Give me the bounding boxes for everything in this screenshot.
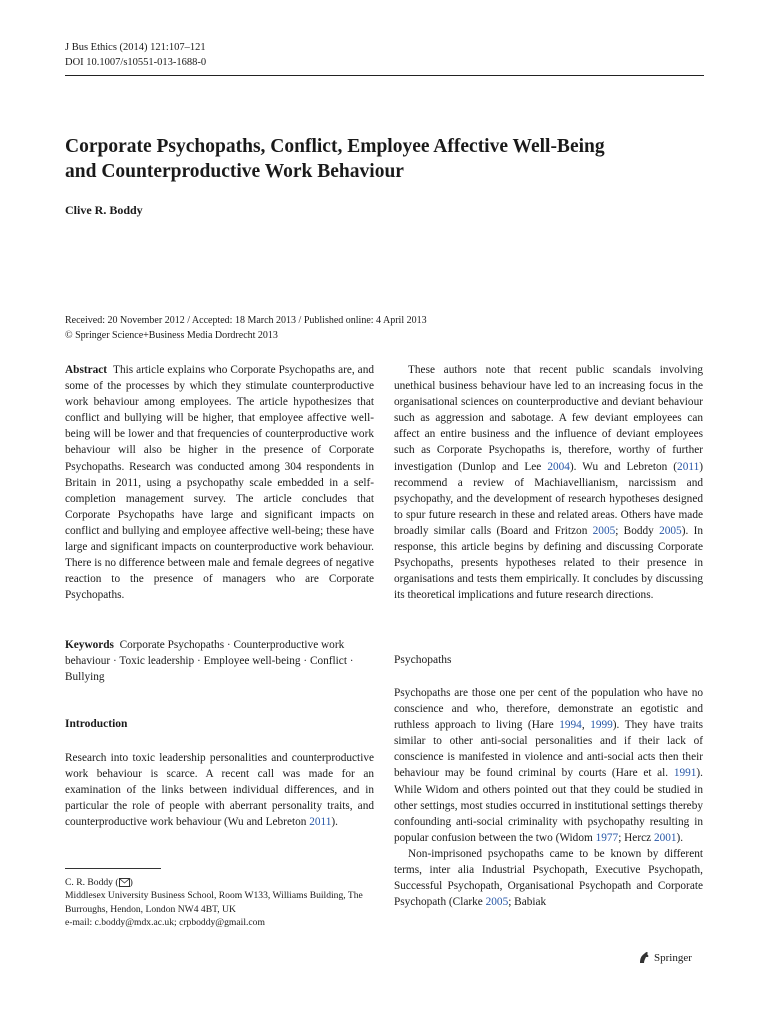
abstract [65, 362, 374, 603]
paper-title [65, 134, 725, 184]
publisher-name: Springer [654, 951, 692, 964]
citation-link[interactable]: 2005 [659, 524, 682, 537]
citation-link[interactable]: 2001 [653, 831, 677, 844]
affiliation: Middlesex University Business School, Room W133, Williams Building, The Burroughs, Hendon, London NW4 4BT, UK [65, 890, 363, 915]
header-rule [65, 75, 704, 76]
keywords-text: Corporate Psychopaths · Counterproductive work behaviour · Toxic leadership · Employee well-being · Conflict · Bullying [65, 639, 354, 684]
abstract-text: This article explains who Corporate Psychopaths are, and some of the processes by which they stimulate counterproductive work behaviour among employees. The article hypothesizes that conflict and bullying will be higher, that employee affective well-being will be lower and that frequencies of counterproductive work behaviour will also be higher in the presence of Corporate Psychopaths. Research was conducted among 304 respondents in Britain in 2011, using a psychopathy scale embedded in a self-completion management survey. The article concludes that Corporate Psychopaths have large and significant impacts on conflict and bullying and employee affective well-being; these have large and significant impacts on counterproductive work behaviour. There is no difference between male and female degrees of negative reaction to the presence of managers who are Corporate Psychopaths. [65, 364, 374, 602]
author-footnote: C. R. Boddy ( ) Middlesex University Business School, Room W133, Williams Building, The Burroughs, Hendon, London NW4 4BT, UK e-mail: c.boddy@mdx.ac.uk; crpboddy@gmail.com [65, 876, 375, 930]
intro-continuation: These authors note that recent public scandals involving unethical business behaviour have led to an increasing focus in the organisational sciences on counterproductive and deviant behaviour such as aggression and sabotage. A few deviant employees can affect an entire business and the influence of deviant employees such as Corporate Psychopaths is, therefore, worthy of further investigation (Dunlop and Lee 2004). Wu and Lebreton (2011) recommend a review of Machiavellianism, narcissism and psychopathy, and the development of research hypotheses designed to spur future research in these and related areas. Others have made broadly similar calls (Board and Fritzon 2005; Boddy 2005). In response, this article begins by defining and discussing Corporate Psychopaths, presents hypotheses related to their presence in organisations and tests them empirically. It concludes by discussing its theoretical implications and future research directions. [394, 364, 703, 602]
email: e-mail: c.boddy@mdx.ac.uk; crpboddy@gmail.com [65, 917, 265, 929]
keywords-label: Keywords [65, 639, 114, 651]
citation-link[interactable]: 2005 [485, 896, 509, 909]
title-line-2: and Counterproductive Work Behaviour [65, 161, 404, 182]
copyright: © Springer Science+Business Media Dordrecht 2013 [65, 330, 278, 341]
author-name: Clive R. Boddy [65, 203, 143, 217]
doi: DOI 10.1007/s10551-013-1688-0 [65, 57, 207, 68]
citation-link[interactable]: 2011 [309, 816, 332, 829]
citation-link[interactable]: 2011 [677, 460, 700, 473]
citation-link[interactable]: 1994 [559, 719, 582, 732]
springer-horse-icon [638, 951, 650, 964]
envelope-icon [119, 878, 130, 887]
publisher-logo [638, 951, 692, 964]
psychopaths-section: Psychopaths are those one per cent of the population who have no conscience and who, therefore, demonstrate an egotistic and ruthless approach to living (Hare 1994, 1999). They have traits similar to other anti-social personalities and if their lack of conscience is manifested in violence and anti-social acts then their behaviour may be found criminal by courts (Hare et al. 1991). While Widom and others pointed out that they could be studied in other settings, most studies occurred in institutional settings thereby confounding anti-social criminality with psychopathy resulting in popular confusion between the two (Widom 1977; Hercz 2001). Non-imprisoned psychopaths came to be known by different terms, inter alia Industrial Psychopath, Executive Psychopath, Successful Psychopath, Organisational Psychopath and Corporate Psychopath (Clarke 2005; Babiak [394, 687, 703, 909]
psychopaths-heading: Psychopaths [394, 654, 452, 666]
footnote-rule [65, 868, 161, 869]
citation-link[interactable]: 1999 [590, 719, 613, 732]
citation-link[interactable]: 2005 [592, 524, 616, 537]
keywords [65, 637, 374, 685]
citation-link[interactable]: 1977 [595, 831, 619, 844]
received-dates: Received: 20 November 2012 / Accepted: 18 March 2013 / Published online: 4 April 2013 [65, 315, 427, 326]
introduction-heading: Introduction [65, 718, 128, 730]
introduction-text: Research into toxic leadership personalities and counterproductive work behaviour is scarce. A recent call was made for an examination of the links between individual differences, and in particular the role of people with aberrant personality traits, and counterproductive work behaviour (Wu and Lebreton 2011). [65, 752, 374, 829]
journal-info [65, 40, 206, 70]
journal-citation: J Bus Ethics (2014) 121:107–121 [65, 42, 206, 53]
publication-dates [65, 313, 427, 343]
citation-link[interactable]: 2004 [547, 460, 570, 473]
abstract-label: Abstract [65, 364, 108, 376]
citation-link[interactable]: 1991 [673, 767, 697, 780]
title-line-1: Corporate Psychopaths, Conflict, Employee Affective Well-Being [65, 136, 605, 157]
